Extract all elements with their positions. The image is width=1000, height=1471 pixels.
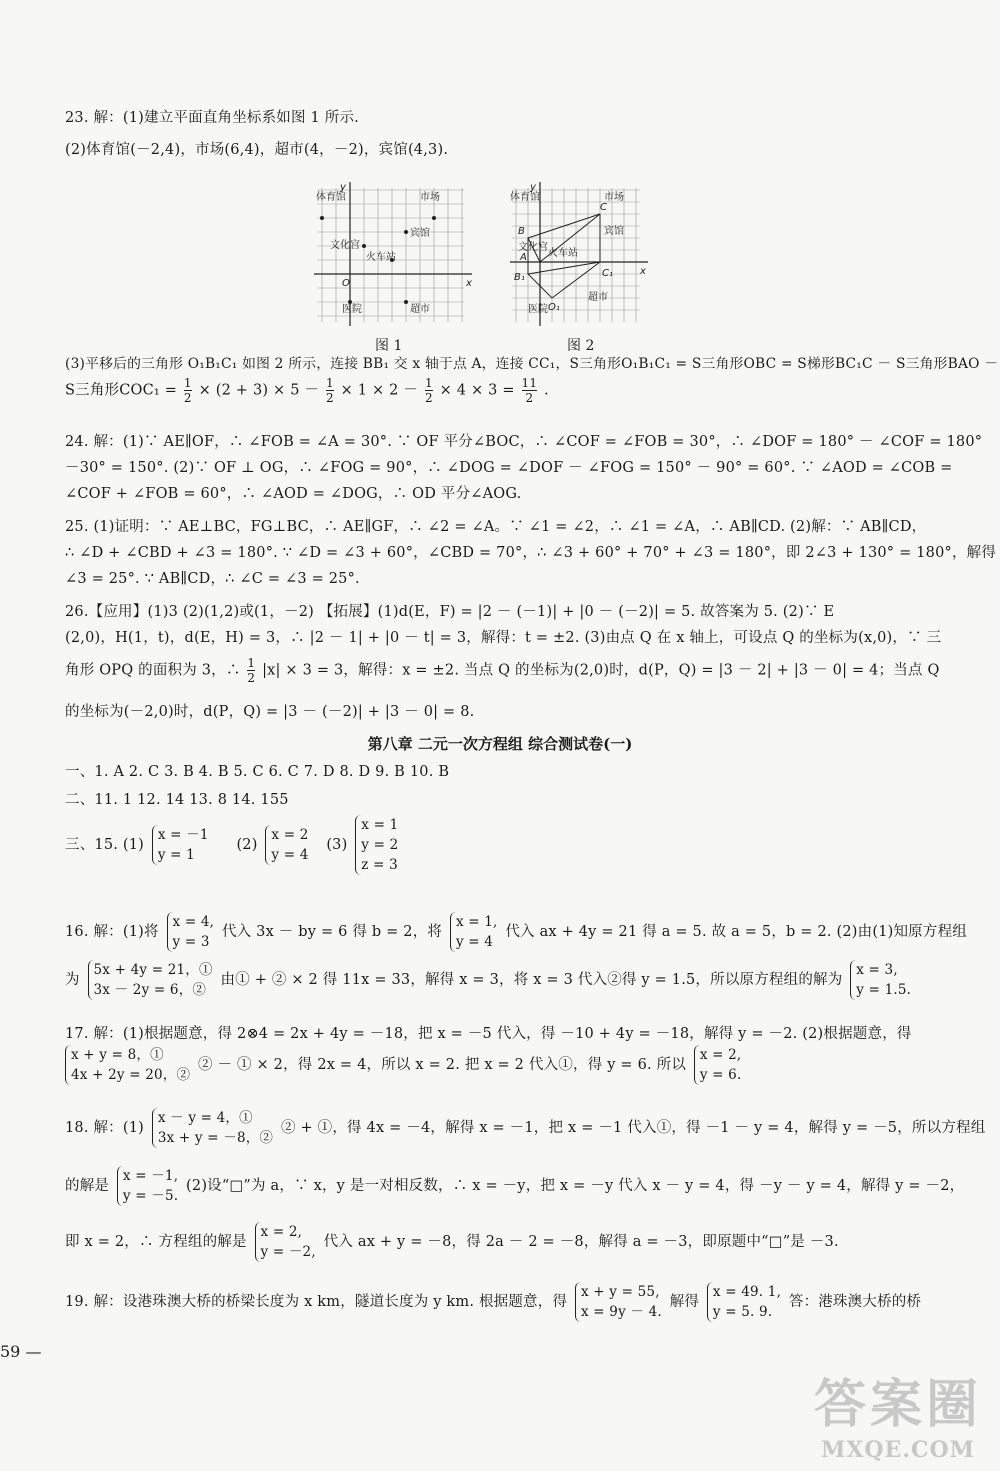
q26-line-3-pre: 角形 OPQ 的面积为 3，∴ [65,662,241,679]
figure-2 [508,180,653,330]
q23-line-4-mid1: × (2 + 3) × 5 － [198,382,320,399]
q16-system-3: 5x + 4y = 21，① 3x － 2y = 6，② [88,960,213,1000]
fig2-label-market: 市场 [604,192,624,203]
q23-line-4-mid2: × 1 × 2 － [340,382,419,399]
q17-text-b: ② － ① × 2，得 2x = 4，所以 x = 2. 把 x = 2 代入①，得 y = 6. 所以 [198,1057,687,1073]
fig1-label-market: 市场 [420,192,440,203]
fig1-label-gym: 体育馆 [316,192,346,203]
q15-mid: (2) [236,837,258,853]
q26-line-3 [65,656,940,685]
q15-mid2: (3) [326,837,348,853]
q24-line-1: 24. 解：(1)∵ AE∥OF，∴ ∠FOB = ∠A = 30°. ∵ OF 平分∠BOC，∴ ∠COF = ∠FOB = 30°，∴ ∠DOF = 180° － ∠COF = 180° [65,434,983,450]
q19-text-c: 答：港珠澳大桥的桥 [788,1294,922,1310]
q23-line-4-mid3: × 4 × 3 = [439,382,515,399]
fig2-label-a: A [520,252,527,263]
q19-line-1 [65,1282,921,1322]
fig2-label-gym: 体育馆 [510,192,540,203]
q18-line-2 [65,1166,964,1206]
q15-system-3: x = 1 y = 2 z = 3 [355,815,398,875]
q23-fraction-1: $\frac{1}{2}$ [183,376,192,405]
q19-system-1: x + y = 55, x = 9y － 4. [575,1282,662,1322]
q16-line-2 [65,960,914,1000]
fig2-label-b: B [518,226,525,237]
q19-text-a: 19. 解：设港珠澳大桥的桥梁长度为 x km，隧道长度为 y km. 根据题意，得 [65,1294,568,1310]
fig2-label-c: C [600,202,607,213]
q18-system-3: x = 2, y = －2, [255,1222,316,1262]
fig2-label-hotel: 宾馆 [604,226,624,237]
figure-2-caption: 图 2 [567,338,595,354]
watermark-text: 答案圈 [813,1374,982,1435]
q16-text-a: 16. 解：(1)将 [65,924,159,940]
fig2-label-supermarket: 超市 [588,292,608,303]
q16-text-b: 代入 3x － by = 6 得 b = 2，将 [221,924,443,940]
q17-line-2 [65,1045,744,1085]
q19-system-2: x = 49. 1, y = 5. 9. [707,1282,781,1322]
fig1-label-supermarket: 超市 [410,304,430,315]
q18-text-d: (2)设“□”为 a，∵ x，y 是一对相反数，∴ x = －y，把 x = －y 代入 x － y = 4，得 －y － y = 4，解得 y = －2， [186,1178,965,1194]
q23-fraction-3: $\frac{1}{2}$ [424,376,433,405]
fig1-label-station: 火车站 [366,252,396,263]
watermark-logo [814,1362,982,1463]
q16-text-c: 代入 ax + 4y = 21 得 a = 5. 故 a = 5，b = 2. (2)由(1)知原方程组 [505,924,967,940]
fig1-label-origin: O [342,278,350,289]
part2-answers: 二、11. 1 12. 14 13. 8 14. 155 [65,792,289,808]
q23-line-3: (3)平移后的三角形 O₁B₁C₁ 如图 2 所示，连接 BB₁ 交 x 轴于点 A，连接 CC₁，S三角形O₁B₁C₁ = S三角形OBC = S梯形BC₁C － S三角形BAO － [65,356,999,372]
q24-line-2: －30° = 150°. (2)∵ OF ⊥ OG，∴ ∠FOG = 90°，∴ ∠DOG = ∠DOF － ∠FOG = 150° － 90° = 60°. ∵ ∠AOD = ∠COB = [65,460,953,476]
q18-text-b: ② + ①，得 4x = －4，解得 x = －1，把 x = －1 代入①，得 －1 － y = 4，解得 y = －5，所以方程组 [280,1120,986,1136]
q24-line-3: ∠COF + ∠FOB = 60°，∴ ∠AOD = ∠DOG，∴ OD 平分∠AOG. [65,486,522,502]
q26-line-4: 的坐标为(－2,0)时，d(P，Q) = |3 － (－2)| + |3 － 0| = 8. [65,704,475,720]
fig2-label-o1: O₁ [548,302,560,313]
fig2-label-culture: 文化宫 [518,242,548,253]
q15-system-1: x = －1 y = 1 [152,825,209,865]
q23-line-4 [65,376,549,405]
watermark-url: MXQE.COM [820,1437,976,1463]
q15 [65,815,401,875]
q26-line-1: 26.【应用】(1)3 (2)(1,2)或(1，－2) 【拓展】(1)d(E，F) = |2 － (－1)| + |0 － (－2)| = 5. 故答案为 5. (2)∵ E [65,604,835,620]
fig2-label-x: x [640,266,646,277]
chapter-heading: 第八章 二元一次方程组 综合测试卷(一) [367,735,633,753]
q18-text-f: 代入 ax + y = －8，得 2a － 2 = －8，解得 a = －3，即原题中“□”是 －3. [323,1234,839,1250]
q18-system-2: x = －1, y = －5. [117,1166,178,1206]
part1-answers: 一、1. A 2. C 3. B 4. B 5. C 6. C 7. D 8. D 9. B 10. B [65,764,450,780]
page-number: 59 — [0,1342,42,1361]
q15-system-2: x = 2 y = 4 [265,825,308,865]
q23-fraction-4: $\frac{11}{2}$ [521,376,538,405]
q18-system-1: x － y = 4，① 3x + y = －8，② [152,1108,273,1148]
q15-pre: 三、15. (1) [65,837,145,853]
figure-2-grid [508,180,653,330]
q26-fraction: $\frac{1}{2}$ [247,656,256,685]
q23-line-4-pre: S三角形COC₁ = [65,382,178,399]
fig1-label-hospital: 医院 [342,304,362,315]
q16-system-2: x = 1, y = 4 [450,912,498,952]
fig1-label-y: y [340,182,346,193]
q26-line-2: (2,0)，H(1，t)，d(E，H) = 3，∴ |2 － 1| + |0 － t| = 3，解得：t = ±2. (3)由点 Q 在 x 轴上，可设点 Q 的坐标为(x,0)，∵ 三 [65,630,942,646]
figure-1-caption: 图 1 [375,338,403,354]
q17-system-2: x = 2, y = 6. [694,1045,742,1085]
q17-system-1: x + y = 8，① 4x + 2y = 20，② [65,1045,190,1085]
q18-text-c: 的解是 [65,1178,110,1194]
fig1-label-x: x [466,278,472,289]
fig2-label-y: y [530,182,536,193]
q18-text-e: 即 x = 2，∴ 方程组的解是 [65,1234,247,1250]
figure-1-grid [312,180,477,330]
q16-system-4: x = 3, y = 1.5. [850,960,911,1000]
q23-line-2: (2)体育馆(－2,4)，市场(6,4)，超市(4，－2)，宾馆(4,3). [65,142,449,158]
fig2-label-station: 火车站 [548,248,578,259]
fig1-label-hotel: 宾馆 [410,228,430,239]
q25-line-2: ∴ ∠D + ∠CBD + ∠3 = 180°. ∵ ∠D = ∠3 + 60°，∠CBD = 70°，∴ ∠3 + 60° + 70° + ∠3 = 180°，即 2∠3 + 130° = 180°，解得 [65,545,997,561]
fig2-label-hospital: 医院 [528,304,548,315]
q17-line-1: 17. 解：(1)根据题意，得 2⊗4 = 2x + 4y = －18，把 x = －5 代入，得 －10 + 4y = －18，解得 y = －2. (2)根据题意，得 [65,1026,912,1042]
q23-fraction-2: $\frac{1}{2}$ [325,376,334,405]
q19-text-b: 解得 [669,1294,700,1310]
q16-text-d: 为 [65,972,80,988]
fig2-label-b1: B₁ [514,272,525,283]
q23-line-1: 23. 解：(1)建立平面直角坐标系如图 1 所示. [65,110,359,126]
q26-line-3-post: |x| × 3 = 3，解得：x = ±2. 当点 Q 的坐标为(2,0)时，d(P，Q) = |3 － 2| + |3 － 0| = 4；当点 Q [262,662,940,679]
fig1-label-culture: 文化宫 [330,240,360,251]
q18-line-3 [65,1222,839,1262]
q23-line-4-end: . [544,382,549,399]
q16-line-1 [65,912,967,952]
q25-line-3: ∠3 = 25°. ∵ AB∥CD，∴ ∠C = ∠3 = 25°. [65,571,360,587]
q25-line-1: 25. (1)证明：∵ AE⊥BC，FG⊥BC，∴ AE∥GF，∴ ∠2 = ∠A。∵ ∠1 = ∠2，∴ ∠1 = ∠A，∴ AB∥CD. (2)解：∵ AB∥CD， [65,519,927,535]
q16-text-e: 由① + ② × 2 得 11x = 33，解得 x = 3，将 x = 3 代入②得 y = 1.5，所以原方程组的解为 [220,972,843,988]
q18-line-1 [65,1108,985,1148]
figure-1 [312,180,477,330]
q18-text-a: 18. 解：(1) [65,1120,145,1136]
q16-system-1: x = 4, y = 3 [167,912,215,952]
fig2-label-c1: C₁ [602,268,613,279]
